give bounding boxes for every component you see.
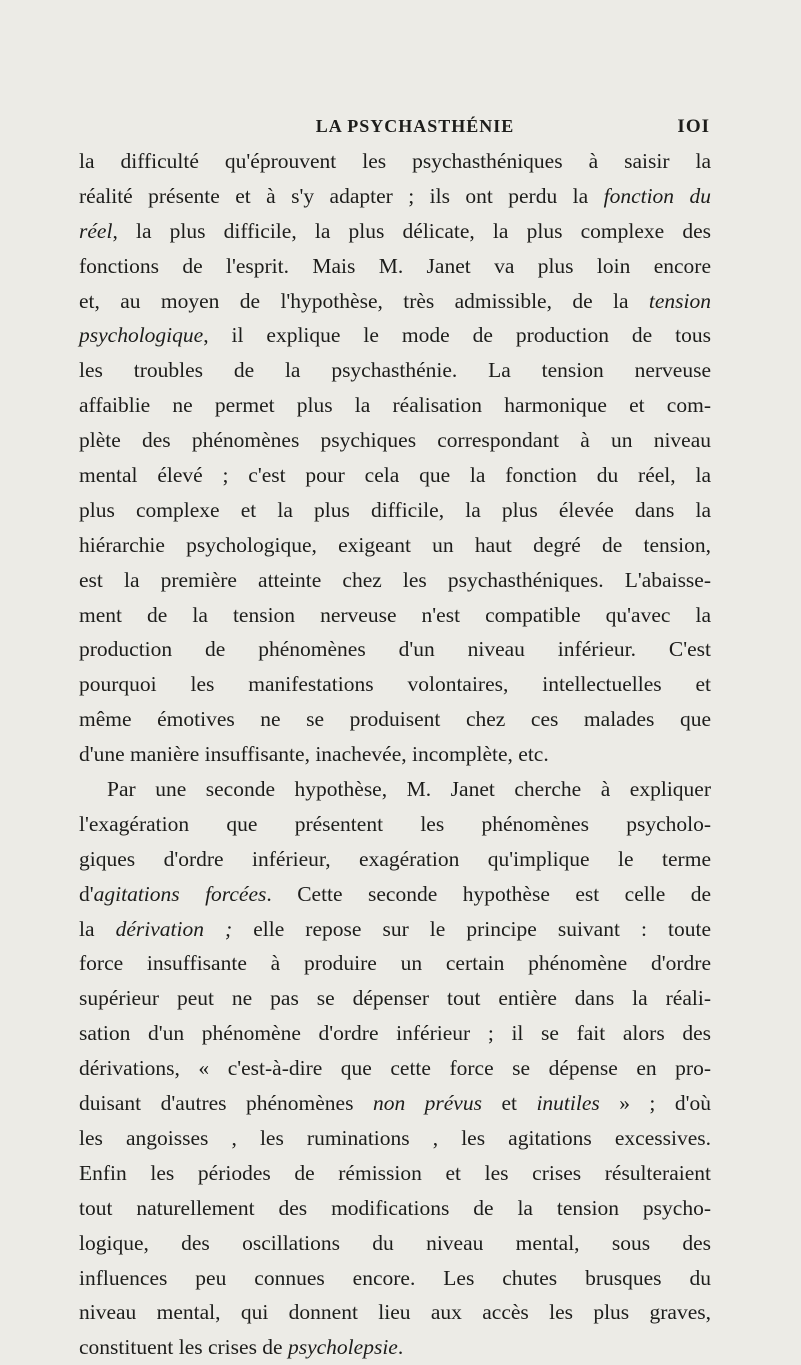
text-run: . <box>397 1335 404 1360</box>
text-line <box>79 772 711 807</box>
text-run: , il explique le mode de production de tous <box>203 323 711 348</box>
italic-phrase: réel <box>79 218 113 243</box>
text-run: les troubles de la psychasthénie. La tension nerveuse <box>79 358 711 383</box>
text-run: plus complexe et la plus difficile, la plus élevée dans la <box>79 497 711 522</box>
text-run: , la plus difficile, la plus délicate, la plus complexe des <box>112 218 711 243</box>
italic-phrase: psychologique <box>79 323 204 348</box>
text-line <box>79 842 711 877</box>
text-line <box>79 632 711 667</box>
text-line <box>79 667 711 702</box>
text-run: ment de la tension nerveuse n'est compatible qu'avec la <box>79 602 711 627</box>
text-run: fonctions de l'esprit. Mais M. Janet va plus loin encore <box>79 253 711 278</box>
text-line <box>79 214 711 249</box>
text-line <box>79 493 711 528</box>
text-line <box>79 563 711 598</box>
text-line <box>79 458 711 493</box>
text-line <box>79 249 711 284</box>
text-line <box>79 423 711 458</box>
text-run: tout naturellement des modifications de la tension psycho- <box>79 1195 711 1220</box>
text-run: affaiblie ne permet plus la réalisation harmonique et com- <box>79 393 711 418</box>
text-run: les angoisses , les ruminations , les agitations excessives. <box>79 1125 711 1150</box>
text-run: niveau mental, qui donnent lieu aux accès les plus graves, <box>79 1300 711 1325</box>
italic-phrase: non prévus <box>372 1091 482 1116</box>
text-line <box>79 1156 711 1191</box>
text-line <box>79 946 711 981</box>
page-header <box>120 116 710 140</box>
text-line <box>79 737 711 772</box>
text-run: sation d'un phénomène d'ordre inférieur ; il se fait alors des <box>79 1021 711 1046</box>
text-run: hiérarchie psychologique, exigeant un haut degré de tension, <box>79 532 711 557</box>
italic-phrase: tension <box>648 288 711 313</box>
text-line <box>79 353 711 388</box>
text-line <box>79 912 711 947</box>
text-line <box>79 1226 711 1261</box>
italic-phrase: psycholepsie <box>287 1335 398 1360</box>
text-run: supérieur peut ne pas se dépenser tout entière dans la réali- <box>79 986 711 1011</box>
text-run: la <box>79 916 116 941</box>
text-run: Enfin les périodes de rémission et les crises résulteraient <box>79 1160 711 1185</box>
text-line <box>79 702 711 737</box>
text-line <box>79 1191 711 1226</box>
text-run: la difficulté qu'éprouvent les psychasthéniques à saisir la <box>79 149 711 173</box>
italic-phrase: agitations forcées <box>93 881 267 906</box>
text-run: giques d'ordre inférieur, exagération qu'implique le terme <box>79 846 711 871</box>
text-line <box>79 179 711 214</box>
text-run: duisant d'autres phénomènes <box>79 1091 373 1116</box>
text-run: d'une manière insuffisante, inachevée, incomplète, etc. <box>79 742 549 767</box>
text-run: » ; d'où <box>599 1091 711 1116</box>
text-line <box>79 1086 711 1121</box>
text-line <box>79 318 711 353</box>
text-line <box>79 284 711 319</box>
text-line <box>79 1330 711 1365</box>
text-run: dérivations, « c'est-à-dire que cette force se dépense en pro- <box>79 1056 711 1081</box>
text-run: est la première atteinte chez les psychasthéniques. L'abaisse- <box>79 567 711 592</box>
text-line <box>79 1051 711 1086</box>
text-line <box>79 598 711 633</box>
text-line <box>79 981 711 1016</box>
text-run: force insuffisante à produire un certain phénomène d'ordre <box>79 951 711 976</box>
text-run: constituent les crises de <box>79 1335 288 1360</box>
text-line <box>79 1016 711 1051</box>
text-run: logique, des oscillations du niveau mental, sous des <box>79 1230 711 1255</box>
italic-phrase: fonction du <box>603 183 711 208</box>
text-line <box>79 877 711 912</box>
text-line <box>79 528 711 563</box>
text-line <box>79 1295 711 1330</box>
text-line <box>79 1261 711 1296</box>
text-line <box>79 1121 711 1156</box>
text-run: et <box>481 1091 537 1116</box>
text-line <box>79 144 711 179</box>
text-run: . Cette seconde hypothèse est celle de <box>266 881 711 906</box>
running-title: LA PSYCHASTHÉNIE <box>315 116 515 136</box>
text-run: même émotives ne se produisent chez ces malades que <box>79 707 711 732</box>
text-run: l'exagération que présentent les phénomènes psycholo- <box>79 811 711 836</box>
text-line <box>79 388 711 423</box>
text-run: d' <box>79 881 94 906</box>
italic-phrase: inutiles <box>536 1091 600 1116</box>
body-text <box>79 144 711 1365</box>
text-run: Par une seconde hypothèse, M. Janet cherche à expliquer <box>107 777 711 802</box>
text-run: production de phénomènes d'un niveau inférieur. C'est <box>79 637 711 662</box>
text-run: influences peu connues encore. Les chutes brusques du <box>79 1265 711 1290</box>
text-run: mental élevé ; c'est pour cela que la fonction du réel, la <box>79 463 711 488</box>
text-run: elle repose sur le principe suivant : toute <box>232 916 711 941</box>
text-run: réalité présente et à s'y adapter ; ils ont perdu la <box>79 183 604 208</box>
text-run: plète des phénomènes psychiques correspondant à un niveau <box>79 428 711 453</box>
text-run: et, au moyen de l'hypothèse, très admissible, de la <box>79 288 649 313</box>
italic-phrase: dérivation ; <box>115 916 233 941</box>
text-line <box>79 807 711 842</box>
page-number: IOI <box>677 116 710 137</box>
text-run: pourquoi les manifestations volontaires, intellectuelles et <box>79 672 711 697</box>
